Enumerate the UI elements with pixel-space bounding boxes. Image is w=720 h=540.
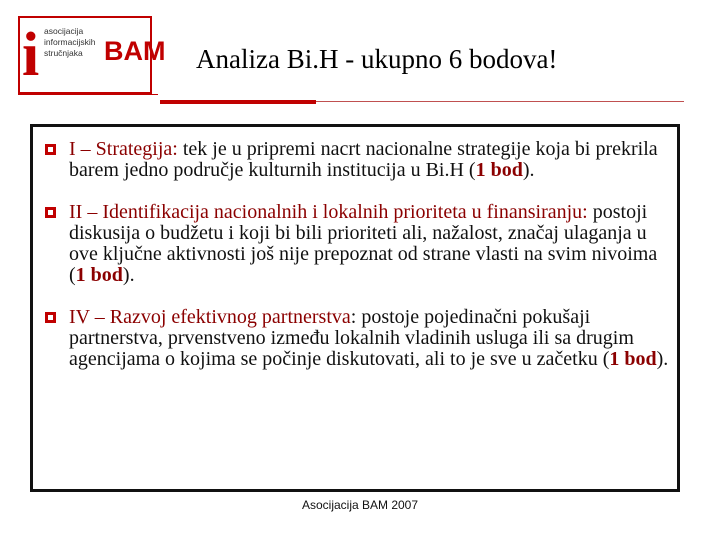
bullet-text-end: ). (122, 264, 135, 286)
divider-left (18, 94, 158, 95)
bullet-score: 1 bod (475, 159, 523, 181)
bullet-item-identifikacija (43, 202, 673, 286)
bullet-item-partnerstvo (43, 307, 673, 370)
logo-brand: BAM (104, 36, 166, 66)
divider-thin (316, 101, 684, 102)
bullet-text: postoji diskusija o budžetu i koji bi bili prioriteti ali, nažalost, značaj ulaganja u ove ključne aktivnosti još nije prepoznat od strane vlasti na svim nivoima ( (69, 201, 658, 286)
logo (18, 16, 166, 94)
slide-title: Analiza Bi.H - ukupno 6 bodova! (196, 44, 558, 74)
logo-line-1: asocijacija (44, 26, 84, 36)
bullet-text: : postoje pojedinačni pokušaji partnerstva, prvenstveno između lokalnih vladinih usluga ili sa drugim agencijama o kojima se počinje diskutovati, ali to je sve u začetku ( (69, 306, 634, 370)
bullet-item-strategija (43, 139, 673, 181)
content-box (30, 124, 680, 492)
square-bullet-icon (45, 144, 56, 155)
logo-line-2: informacijskih (44, 37, 96, 47)
square-bullet-icon (45, 312, 56, 323)
square-bullet-icon (45, 207, 56, 218)
bullet-heading: IV – Razvoj efektivnog partnerstva (69, 306, 351, 328)
bullet-list (43, 139, 673, 391)
logo-line-3: stručnjaka (44, 48, 83, 58)
bullet-score: 1 bod (609, 348, 657, 370)
footer-text: Asocijacija BAM 2007 (301, 498, 419, 512)
bullet-score: 1 bod (75, 264, 123, 286)
divider-accent (160, 100, 316, 104)
bullet-text-end: ). (522, 159, 535, 181)
bullet-heading: II – Identifikacija nacionalnih i lokalnih prioriteta u finansiranju: (69, 201, 588, 223)
logo-small-text (44, 26, 104, 59)
logo-letter: i (22, 21, 40, 89)
bullet-text: tek je u pripremi nacrt nacionalne strategije koja bi prekrila barem jedno područje kulturnih institucija u Bi.H ( (69, 138, 658, 181)
bullet-text-end: ). (656, 348, 669, 370)
bullet-heading: I – Strategija: (69, 138, 178, 160)
